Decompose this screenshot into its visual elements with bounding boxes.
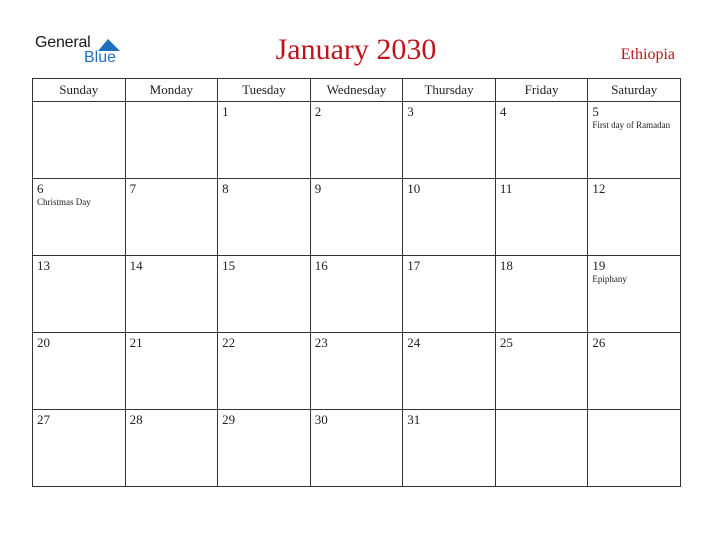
day-number: 1 — [222, 104, 229, 119]
week-row — [33, 102, 681, 179]
day-cell — [495, 333, 588, 410]
day-number: 24 — [407, 335, 421, 350]
weekday-header: Thursday — [403, 79, 496, 102]
day-number: 9 — [314, 181, 322, 196]
day-number: 12 — [592, 181, 606, 196]
day-number: 2 — [314, 104, 322, 119]
day-number: 23 — [314, 335, 328, 350]
day-cell — [218, 256, 311, 333]
day-number: 3 — [407, 104, 414, 119]
holiday-label: Epiphany — [592, 274, 627, 284]
day-cell — [403, 179, 496, 256]
day-cell — [218, 333, 311, 410]
weekday-header: Sunday — [33, 79, 126, 102]
day-cell — [495, 256, 588, 333]
week-row — [33, 179, 681, 256]
day-cell — [125, 410, 218, 487]
day-number: 15 — [222, 258, 236, 273]
day-cell — [403, 333, 496, 410]
day-cell — [310, 333, 403, 410]
day-number: 20 — [37, 335, 50, 350]
day-cell — [33, 102, 126, 179]
day-number: 6 — [37, 181, 44, 196]
week-row — [33, 333, 681, 410]
week-row — [33, 256, 681, 333]
country-label: Ethiopia — [620, 46, 675, 63]
day-number: 14 — [129, 258, 143, 273]
day-cell — [125, 333, 218, 410]
day-cell — [403, 410, 496, 487]
day-cell — [495, 102, 588, 179]
day-number: 31 — [407, 412, 421, 427]
day-cell — [588, 256, 681, 333]
day-number: 26 — [592, 335, 606, 350]
day-number: 7 — [129, 181, 137, 196]
calendar-title: January 2030 — [275, 33, 437, 66]
day-cell — [125, 179, 218, 256]
day-cell — [33, 179, 126, 256]
day-number: 19 — [592, 258, 606, 273]
weekday-header: Monday — [125, 79, 218, 102]
day-cell — [403, 256, 496, 333]
day-number: 27 — [37, 412, 50, 427]
day-cell — [495, 179, 588, 256]
day-cell — [495, 410, 588, 487]
day-number: 21 — [129, 335, 143, 350]
day-cell — [218, 410, 311, 487]
day-cell — [218, 102, 311, 179]
day-number: 13 — [37, 258, 50, 273]
day-cell — [125, 256, 218, 333]
day-number: 8 — [222, 181, 229, 196]
logo-word-blue: Blue — [84, 49, 117, 66]
weekday-header: Friday — [495, 79, 588, 102]
holiday-label: Christmas Day — [37, 197, 91, 207]
day-number: 5 — [592, 104, 599, 119]
day-cell — [310, 256, 403, 333]
day-cell — [588, 410, 681, 487]
day-cell — [33, 256, 126, 333]
holiday-label: First day of Ramadan — [592, 120, 671, 130]
day-number: 10 — [407, 181, 421, 196]
day-cell — [403, 102, 496, 179]
calendar-grid — [32, 78, 681, 487]
day-cell — [310, 410, 403, 487]
day-number: 17 — [407, 258, 421, 273]
logo-word-general: General — [35, 34, 91, 51]
day-number: 16 — [314, 258, 328, 273]
day-number: 4 — [499, 104, 507, 119]
day-cell — [218, 179, 311, 256]
day-cell — [310, 179, 403, 256]
day-number: 28 — [129, 412, 143, 427]
weekday-header: Saturday — [588, 79, 681, 102]
day-cell — [588, 333, 681, 410]
weekday-header-row — [33, 79, 681, 102]
day-number: 22 — [222, 335, 236, 350]
weekday-header: Tuesday — [218, 79, 311, 102]
day-number: 18 — [499, 258, 513, 273]
day-cell — [33, 333, 126, 410]
day-number: 25 — [499, 335, 513, 350]
weekday-header: Wednesday — [310, 79, 403, 102]
day-cell — [125, 102, 218, 179]
day-number: 11 — [499, 181, 513, 196]
week-row — [33, 410, 681, 487]
day-cell — [33, 410, 126, 487]
day-number: 29 — [222, 412, 236, 427]
day-cell — [588, 179, 681, 256]
day-number: 30 — [314, 412, 328, 427]
day-cell — [310, 102, 403, 179]
day-cell — [588, 102, 681, 179]
